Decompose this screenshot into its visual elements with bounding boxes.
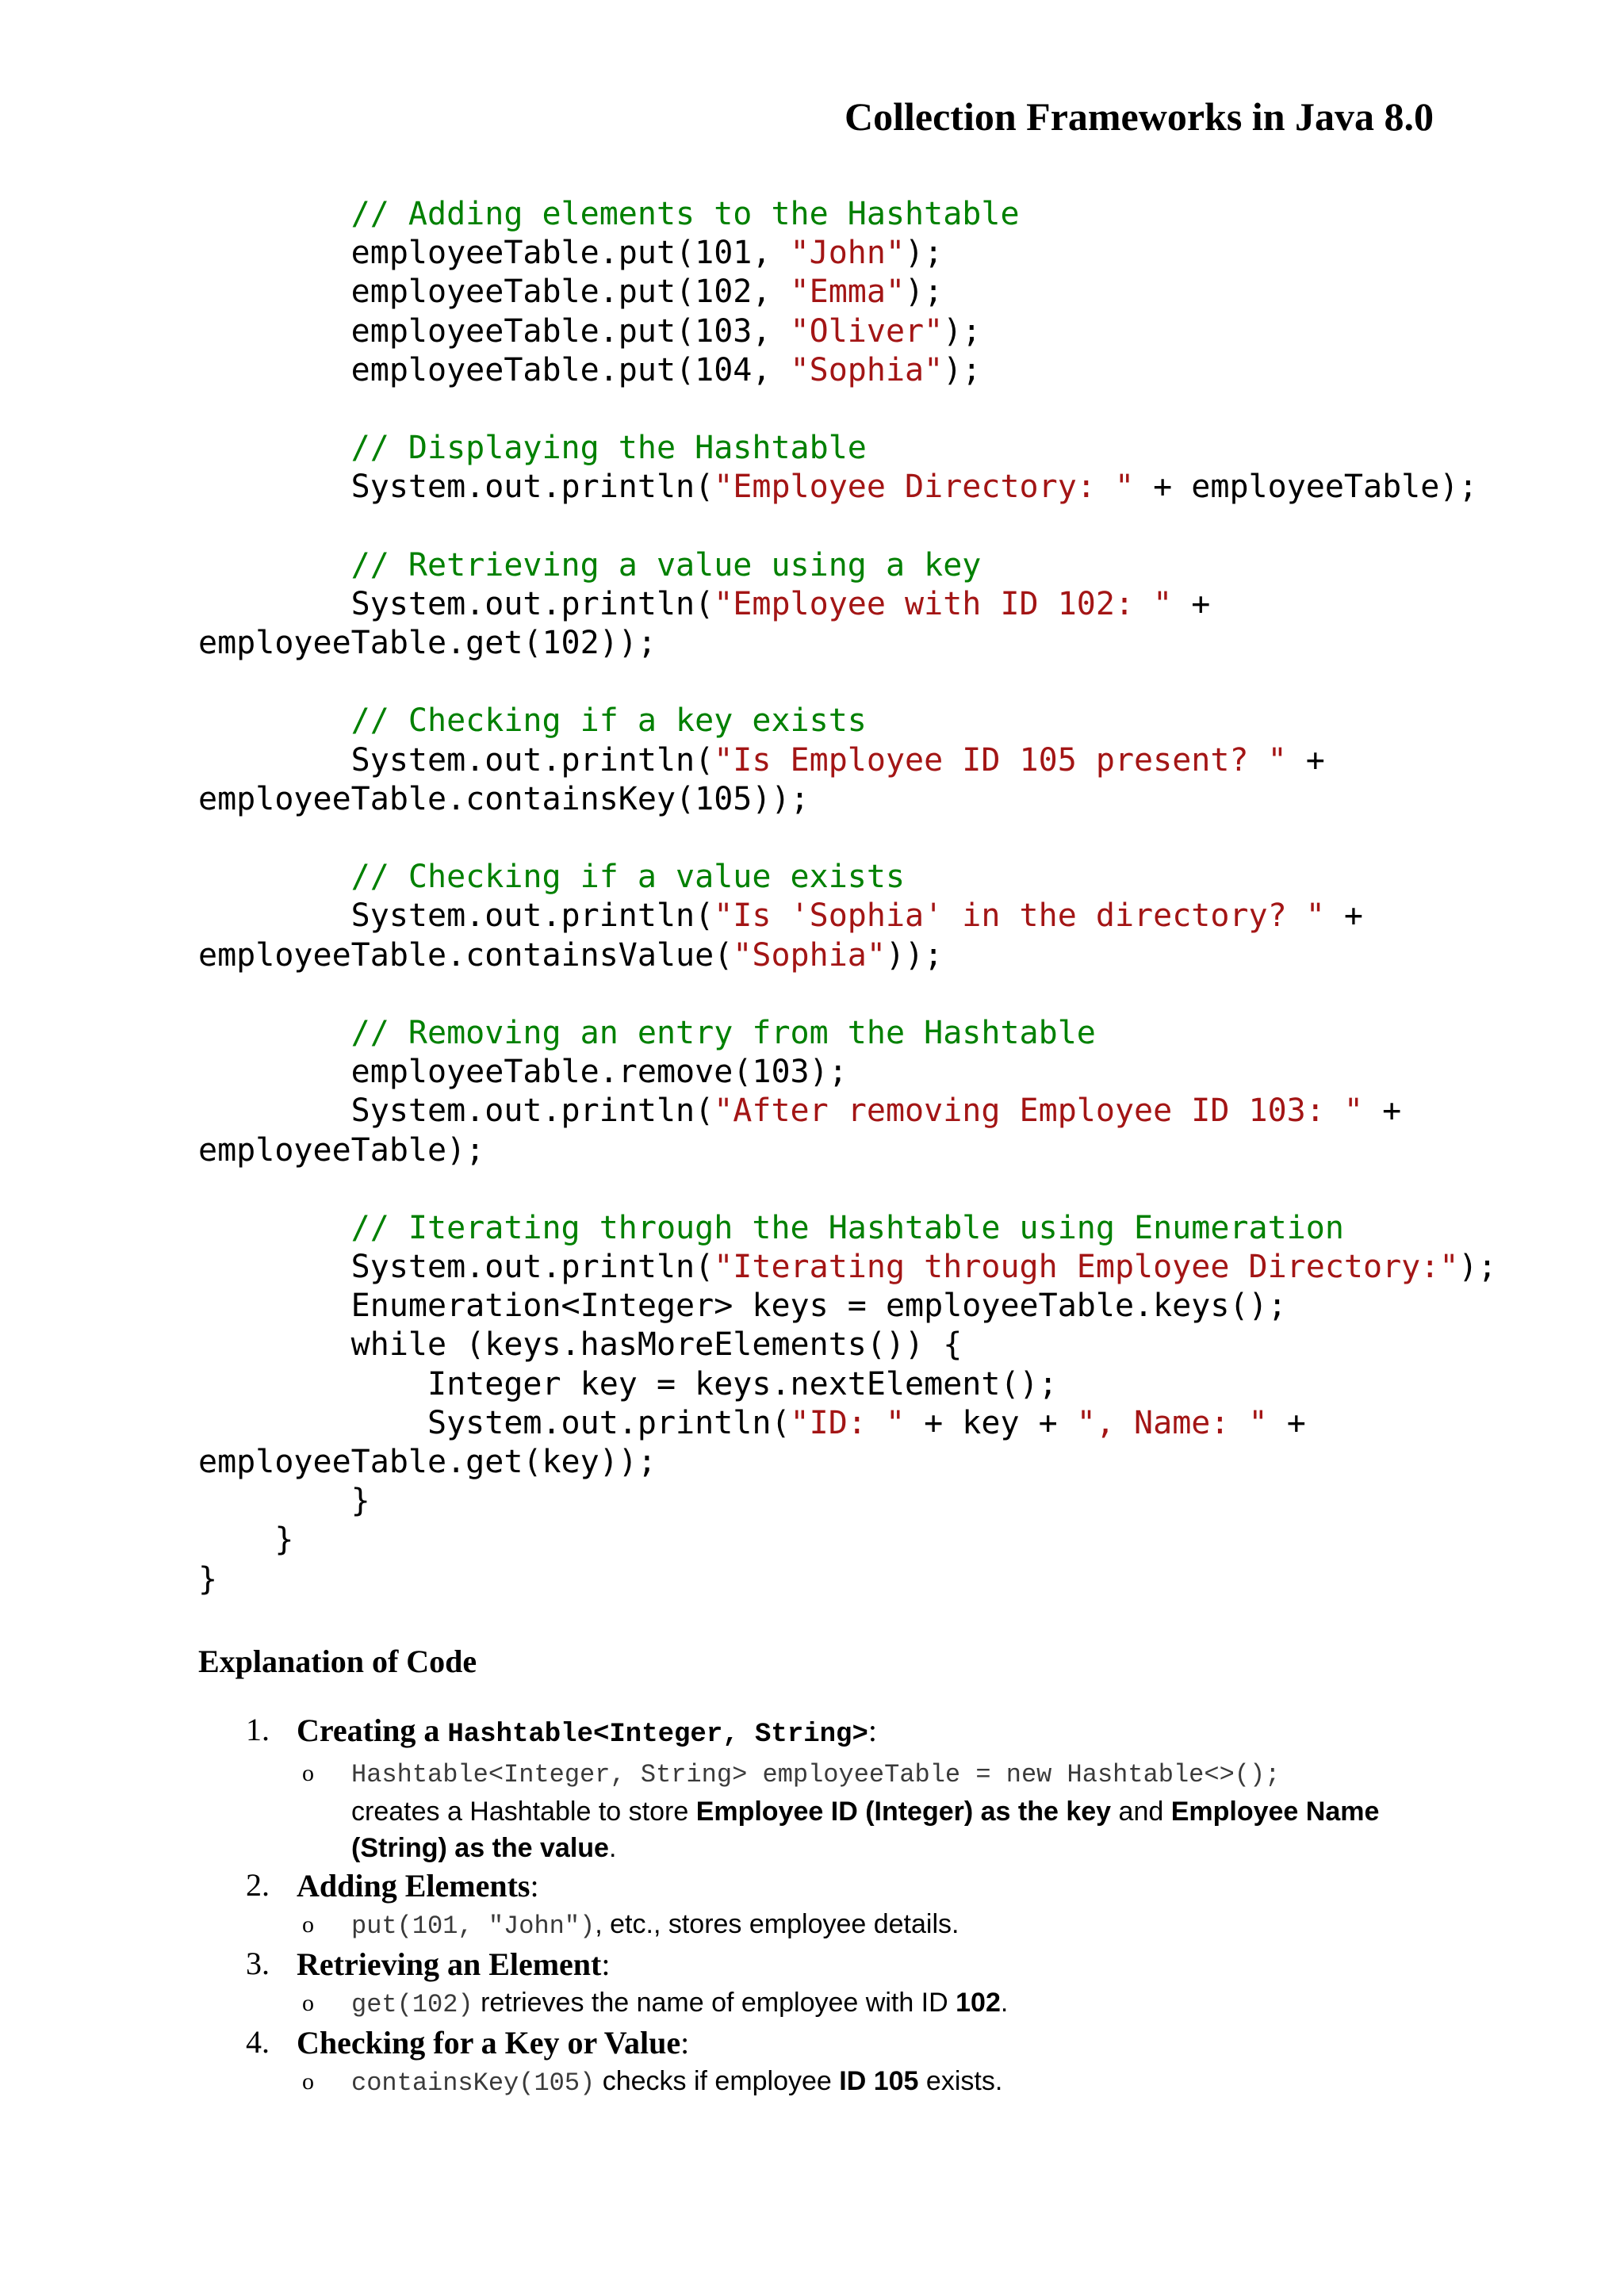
code-line <box>198 1092 1497 1131</box>
code-token: + <box>1324 897 1364 935</box>
code-indent <box>198 1015 351 1051</box>
title-colon: : <box>868 1712 877 1748</box>
list-item <box>198 1866 1435 1945</box>
text-run: exists. <box>918 2066 1003 2096</box>
code-token: ); <box>1458 1249 1497 1286</box>
code-indent <box>198 1483 351 1519</box>
bold-text: 102 <box>956 1988 1001 2018</box>
list-item-title <box>297 1866 1435 1906</box>
code-token: System.out.println( <box>350 469 714 506</box>
code-line <box>198 585 1497 624</box>
title-colon: : <box>680 2025 690 2061</box>
code-line <box>198 468 1497 507</box>
code-indent <box>198 702 351 739</box>
code-indent <box>198 1249 351 1285</box>
code-line <box>198 390 1497 429</box>
bullet-marker: o <box>302 2068 314 2095</box>
code-indent <box>198 1326 351 1363</box>
explanation-list <box>198 1711 1435 2102</box>
code-token: + <box>1363 1093 1402 1130</box>
code-token: employeeTable.containsKey(105)); <box>198 780 810 817</box>
code-token: System.out.println( <box>350 1093 714 1130</box>
code-indent <box>198 430 351 466</box>
code-indent <box>198 274 351 310</box>
code-line <box>198 1053 1497 1092</box>
code-token: System.out.println( <box>350 741 714 779</box>
code-token: employeeTable.containsValue( <box>198 936 733 974</box>
code-comment: // Checking if a value exists <box>350 859 906 896</box>
code-line <box>198 1014 1497 1053</box>
sub-bullet-text <box>351 1755 1435 1866</box>
code-line <box>198 351 1497 390</box>
code-token: employeeTable.put(103, <box>350 312 791 350</box>
sub-bullet-text <box>351 1906 1435 1945</box>
inline-code: Hashtable<Integer, String> employeeTable = new Hashtable<>(); <box>351 1760 1281 1789</box>
code-string: "Emma" <box>790 274 906 311</box>
bold-text: Employee Name (String) as the value <box>351 1797 1380 1863</box>
code-line <box>198 429 1497 468</box>
sub-bullet-text <box>351 2063 1435 2102</box>
code-line <box>198 624 1497 663</box>
code-indent <box>198 742 351 779</box>
code-string: "After removing Employee ID 103: " <box>714 1093 1364 1130</box>
list-item-title <box>297 1945 1435 1984</box>
sub-bullet-item <box>252 1906 1435 1945</box>
code-string: "ID: " <box>790 1404 906 1441</box>
sub-bullet-text <box>351 1984 1435 2023</box>
list-number: 2. <box>246 1867 270 1903</box>
code-line <box>198 195 1497 234</box>
code-token: System.out.println( <box>427 1404 791 1441</box>
code-indent <box>198 313 351 350</box>
code-token: } <box>274 1521 294 1559</box>
code-string: "Is Employee ID 105 present? " <box>714 741 1287 779</box>
code-token: + key + <box>905 1404 1077 1441</box>
code-token: System.out.println( <box>350 897 714 935</box>
code-line <box>198 1287 1497 1326</box>
code-line <box>198 1326 1497 1364</box>
code-line <box>198 1482 1497 1521</box>
code-token: + <box>1267 1404 1306 1441</box>
code-line <box>198 1131 1497 1170</box>
code-line <box>198 663 1497 702</box>
code-line <box>198 936 1497 975</box>
code-string: "Is 'Sophia' in the directory? " <box>714 897 1325 935</box>
code-token: + <box>1286 741 1325 779</box>
code-line <box>198 741 1497 780</box>
title-colon: : <box>530 1868 539 1904</box>
code-indent <box>198 1366 427 1402</box>
list-number: 3. <box>246 1946 270 1981</box>
list-number: 4. <box>246 2024 270 2060</box>
code-token: employeeTable.get(102)); <box>198 625 657 662</box>
code-string: "Employee Directory: " <box>714 469 1135 506</box>
code-indent <box>198 352 351 388</box>
code-comment: // Adding elements to the Hashtable <box>350 196 1020 232</box>
code-indent <box>198 1288 351 1324</box>
list-item-title <box>297 1711 1435 1755</box>
code-token: Integer key = keys.nextElement(); <box>427 1365 1058 1402</box>
code-token: ); <box>905 235 944 272</box>
bold-text: ID 105 <box>839 2066 919 2096</box>
code-token: System.out.println( <box>350 585 714 622</box>
code-token: employeeTable.put(102, <box>350 274 791 311</box>
sub-bullet-item <box>252 1984 1435 2023</box>
code-line <box>198 312 1497 351</box>
code-line <box>198 780 1497 819</box>
code-string: "Employee with ID 102: " <box>714 585 1173 622</box>
code-string: ", Name: " <box>1076 1404 1268 1441</box>
text-run: . <box>608 1833 617 1863</box>
list-number: 1. <box>246 1712 270 1747</box>
list-item <box>198 1945 1435 2023</box>
code-string: "Oliver" <box>790 312 944 350</box>
list-item <box>198 2023 1435 2102</box>
text-run: , etc., stores employee details. <box>595 1909 959 1939</box>
inline-code: get(102) <box>351 1990 473 2019</box>
code-token: ); <box>905 274 944 311</box>
code-indent <box>198 1093 351 1129</box>
code-indent <box>198 1054 351 1090</box>
bold-text: Employee ID (Integer) as the key <box>695 1797 1112 1827</box>
code-indent <box>198 859 351 895</box>
text-run: . <box>1000 1988 1009 2018</box>
inline-code: containsKey(105) <box>351 2068 596 2098</box>
code-indent <box>198 235 351 271</box>
code-token: employeeTable.put(104, <box>350 351 791 388</box>
code-comment: // Iterating through the Hashtable using Enumeration <box>350 1209 1344 1246</box>
code-line <box>198 702 1497 740</box>
code-token: + <box>1172 585 1211 622</box>
code-line <box>198 273 1497 312</box>
code-line <box>198 1365 1497 1404</box>
code-token: } <box>350 1483 370 1520</box>
code-string: "John" <box>790 235 906 272</box>
list-item <box>198 1711 1435 1866</box>
code-line <box>198 1170 1497 1209</box>
code-string: "Iterating through Employee Directory:" <box>714 1249 1459 1286</box>
code-indent <box>198 469 351 505</box>
code-line <box>198 1560 1497 1599</box>
page-header-title: Collection Frameworks in Java 8.0 <box>845 94 1434 139</box>
code-line <box>198 819 1497 858</box>
code-token: } <box>198 1560 218 1598</box>
code-token: ); <box>943 312 982 350</box>
code-string: "Sophia" <box>733 936 886 974</box>
code-comment: // Retrieving a value using a key <box>350 546 982 584</box>
code-token: System.out.println( <box>350 1249 714 1286</box>
code-line <box>198 1443 1497 1482</box>
title-bold: Checking for a Key or Value <box>297 2025 681 2061</box>
code-comment: // Displaying the Hashtable <box>350 430 867 467</box>
code-token: employeeTable); <box>198 1131 485 1169</box>
text-run: retrieves the name of employee with ID <box>473 1988 956 2018</box>
code-indent <box>198 547 351 584</box>
code-line <box>198 1521 1497 1559</box>
code-token: )); <box>885 936 944 974</box>
code-comment: // Checking if a key exists <box>350 702 867 740</box>
title-bold: Creating a <box>297 1712 448 1748</box>
title-bold: Retrieving an Element <box>297 1946 602 1982</box>
code-line <box>198 507 1497 546</box>
code-token: employeeTable.put(101, <box>350 235 791 272</box>
code-line <box>198 1248 1497 1287</box>
code-line <box>198 858 1497 897</box>
sub-bullet-item <box>252 1755 1435 1866</box>
sub-bullet-item <box>252 2063 1435 2102</box>
text-run: and <box>1111 1797 1171 1827</box>
code-line <box>198 975 1497 1014</box>
code-token: employeeTable.get(key)); <box>198 1444 657 1480</box>
code-line <box>198 1209 1497 1248</box>
code-indent <box>198 1405 427 1441</box>
text-run: creates a Hashtable to store <box>351 1797 696 1827</box>
list-item-title <box>297 2023 1435 2063</box>
code-block <box>198 195 1497 1599</box>
code-token: + employeeTable); <box>1134 469 1478 506</box>
code-line <box>198 1404 1497 1443</box>
code-token: while (keys.hasMoreElements()) { <box>350 1326 963 1364</box>
code-indent <box>198 196 351 232</box>
title-colon: : <box>601 1946 611 1982</box>
code-indent <box>198 1210 351 1246</box>
code-token: employeeTable.remove(103); <box>350 1054 848 1091</box>
title-bold: Adding Elements <box>297 1868 530 1904</box>
code-indent <box>198 897 351 934</box>
code-line <box>198 546 1497 585</box>
code-indent <box>198 586 351 622</box>
inline-code: put(101, "John") <box>351 1911 596 1941</box>
bullet-marker: o <box>302 1911 314 1938</box>
code-indent <box>198 1521 274 1558</box>
explanation-heading: Explanation of Code <box>198 1644 477 1679</box>
bullet-marker: o <box>302 1760 314 1786</box>
code-comment: // Removing an entry from the Hashtable <box>350 1014 1096 1051</box>
text-run: checks if employee <box>595 2066 840 2096</box>
code-token: Enumeration<Integer> keys = employeeTable.keys(); <box>350 1288 1287 1325</box>
title-code: Hashtable<Integer, String> <box>447 1720 868 1750</box>
code-line <box>198 234 1497 273</box>
code-line <box>198 897 1497 936</box>
code-string: "Sophia" <box>790 351 944 388</box>
code-token: ); <box>943 351 982 388</box>
bullet-marker: o <box>302 1990 314 2016</box>
